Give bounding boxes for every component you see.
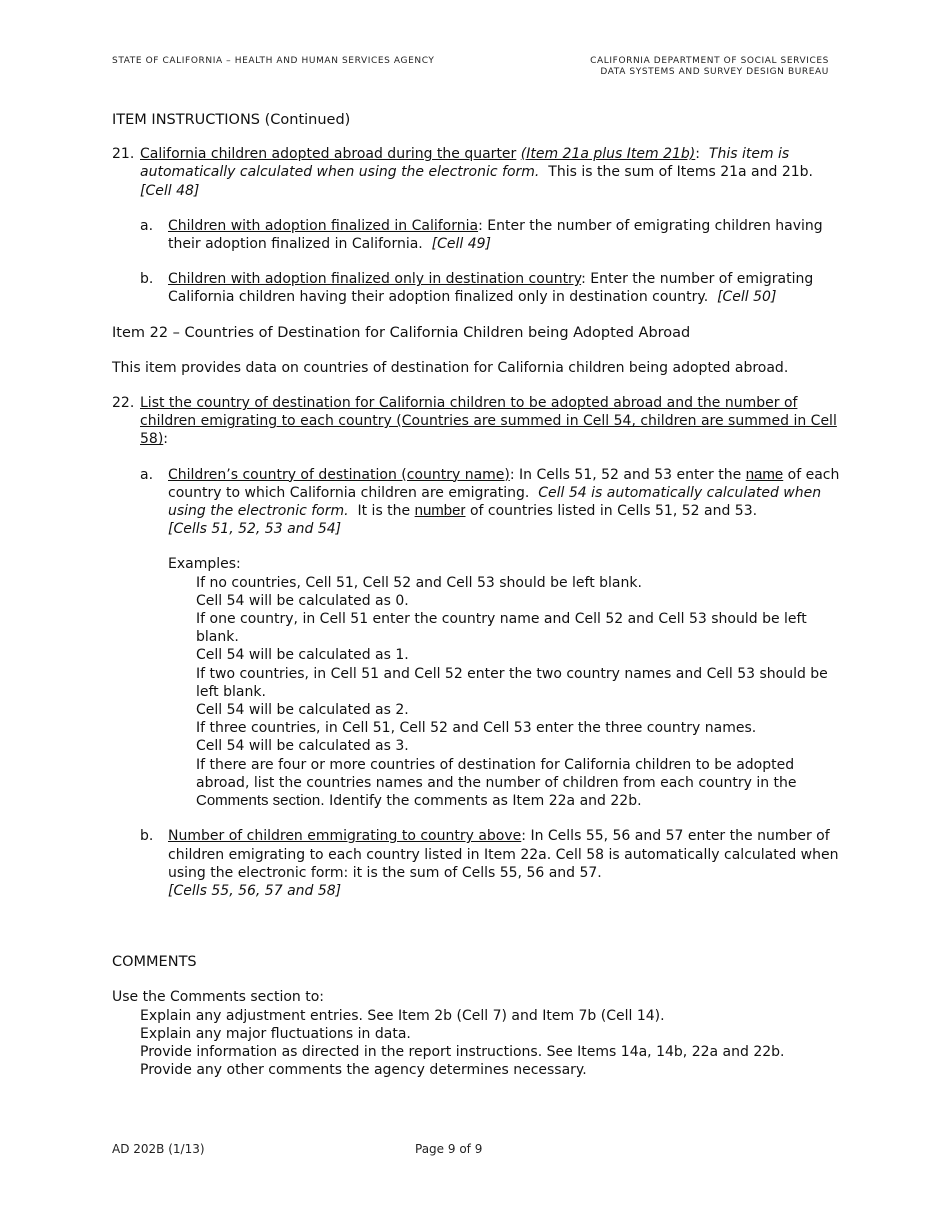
item-21: [112, 145, 844, 200]
item-22b-cell: [Cells 55, 56, 57 and 58]: [168, 882, 342, 899]
example-last-tail: . Identify the comments as Item 22a and 22b.: [320, 793, 642, 810]
item-22a-word-number: number: [414, 502, 466, 520]
comments-item: Provide any other comments the agency determines necessary.: [140, 1062, 587, 1079]
item-22: [112, 394, 844, 449]
item-22-title: List the country of destination for California children to be adopted abroad and the number of children emigrating to each country (Countries are summed in Cell 54, children are summed in Cell 58): [140, 395, 837, 448]
item-21-text: [140, 145, 844, 200]
item-22a-text2: of each country to which California children are emigrating.: [168, 466, 840, 501]
comments-item: Explain any adjustment entries. See Item 2b (Cell 7) and Item 7b (Cell 14).: [140, 1007, 665, 1024]
example-line: Cell 54 will be calculated as 1.: [196, 647, 409, 664]
item-22a-auto-note: Cell 54 is automatically calculated when using the electronic form.: [168, 484, 822, 520]
example-last-comments: Comments section: [196, 792, 321, 810]
example-line: Cell 54 will be calculated as 2.: [196, 702, 409, 719]
document-body: [112, 111, 844, 1079]
item-22b-title: Number of children emmigrating to country above: [168, 828, 522, 845]
example-line: Cell 54 will be calculated as 3.: [196, 738, 409, 755]
item-22-number: 22.: [112, 395, 135, 412]
header-department: [590, 56, 829, 78]
section-title: ITEM INSTRUCTIONS (Continued): [112, 112, 351, 128]
header-agency: STATE OF CALIFORNIA – HEALTH AND HUMAN SERVICES AGENCY: [112, 56, 435, 66]
item-21-number: 21.: [112, 146, 135, 163]
item-22-colon: :: [163, 431, 168, 448]
item-21-colon: :: [695, 146, 700, 163]
item-21-auto-note: This item is automatically calculated when using the electronic form.: [140, 146, 790, 181]
examples-label: Examples:: [168, 556, 241, 573]
footer-form-id: AD 202B (1/13): [112, 1142, 205, 1156]
example-line: If three countries, in Cell 51, Cell 52 and Cell 53 enter the three country names.: [196, 720, 757, 737]
item-22b-text: : In Cells 55, 56 and 57 enter the number of children emigrating to each country listed in Item 22a. Cell 58 is automatically calculated when using the electronic form: it is the sum of Cells 55, 56 and 57.: [168, 828, 839, 881]
examples-list: [112, 574, 844, 811]
item-21-sum-text: This is the sum of Items 21a and 21b.: [548, 164, 813, 181]
header-department-line1: CALIFORNIA DEPARTMENT OF SOCIAL SERVICES: [590, 56, 829, 66]
comments-item: Explain any major fluctuations in data.: [140, 1025, 411, 1042]
item-21a-cell: [Cell 49]: [431, 236, 492, 253]
item-22b: [112, 827, 844, 900]
item-21a: [112, 217, 844, 253]
comments-intro: Use the Comments section to:: [112, 989, 325, 1006]
footer-page-number: Page 9 of 9: [415, 1142, 483, 1156]
comments-item: Provide information as directed in the report instructions. See Items 14a, 14b, 22a and 22b.: [140, 1043, 785, 1060]
header-department-line2: DATA SYSTEMS AND SURVEY DESIGN BUREAU: [600, 67, 829, 77]
item-22a-text3: It is the: [357, 503, 411, 520]
item-21b-cell: [Cell 50]: [717, 289, 777, 306]
item-22a-text4: of countries listed in Cells 51, 52 and 53.: [469, 503, 758, 520]
item-22a-title: Children’s country of destination (country name): [168, 466, 510, 483]
item-22-intro: This item provides data on countries of destination for California children being adopted abroad.: [112, 359, 789, 376]
item-21-cell: [Cell 48]: [140, 182, 200, 199]
comments-list: [112, 1007, 844, 1080]
example-line: If two countries, in Cell 51 and Cell 52 enter the two country names and Cell 53 should be left blank.: [196, 665, 828, 700]
item-21-title: California children adopted abroad during the quarter: [140, 146, 517, 163]
example-last-text: If there are four or more countries of destination for California children to be adopted abroad, list the countries names and the number of children from each country in the: [196, 756, 797, 791]
example-line: If no countries, Cell 51, Cell 52 and Cell 53 should be left blank.: [196, 574, 642, 591]
item-22a-text1: : In Cells 51, 52 and 53 enter the: [509, 466, 742, 483]
item-22a-word-name: name: [745, 465, 784, 483]
item-21b-title: Children with adoption finalized only in destination country: [168, 271, 582, 288]
example-line: Cell 54 will be calculated as 0.: [196, 592, 409, 609]
item-21a-text: : Enter the number of emigrating children having their adoption finalized in California.: [168, 217, 823, 253]
item-22-heading: Item 22 – Countries of Destination for California Children being Adopted Abroad: [112, 324, 691, 341]
item-21b-text: : Enter the number of emigrating California children having their adoption finalized only in destination country.: [168, 271, 814, 306]
item-21a-title: Children with adoption finalized in California: [168, 217, 479, 234]
example-line-last: [196, 756, 844, 811]
item-21-title-paren: (Item 21a plus Item 21b): [520, 146, 696, 163]
item-22a-cell: [Cells 51, 52, 53 and 54]: [168, 521, 342, 538]
comments-heading: COMMENTS: [112, 954, 197, 971]
item-22b-letter: b.: [140, 828, 154, 845]
item-22a-letter: a.: [140, 466, 154, 483]
item-21b: [112, 270, 844, 306]
item-21a-letter: a.: [140, 217, 154, 234]
example-line: If one country, in Cell 51 enter the country name and Cell 52 and Cell 53 should be left blank.: [196, 611, 807, 646]
item-22a: [112, 466, 844, 539]
item-21b-letter: b.: [140, 271, 154, 288]
